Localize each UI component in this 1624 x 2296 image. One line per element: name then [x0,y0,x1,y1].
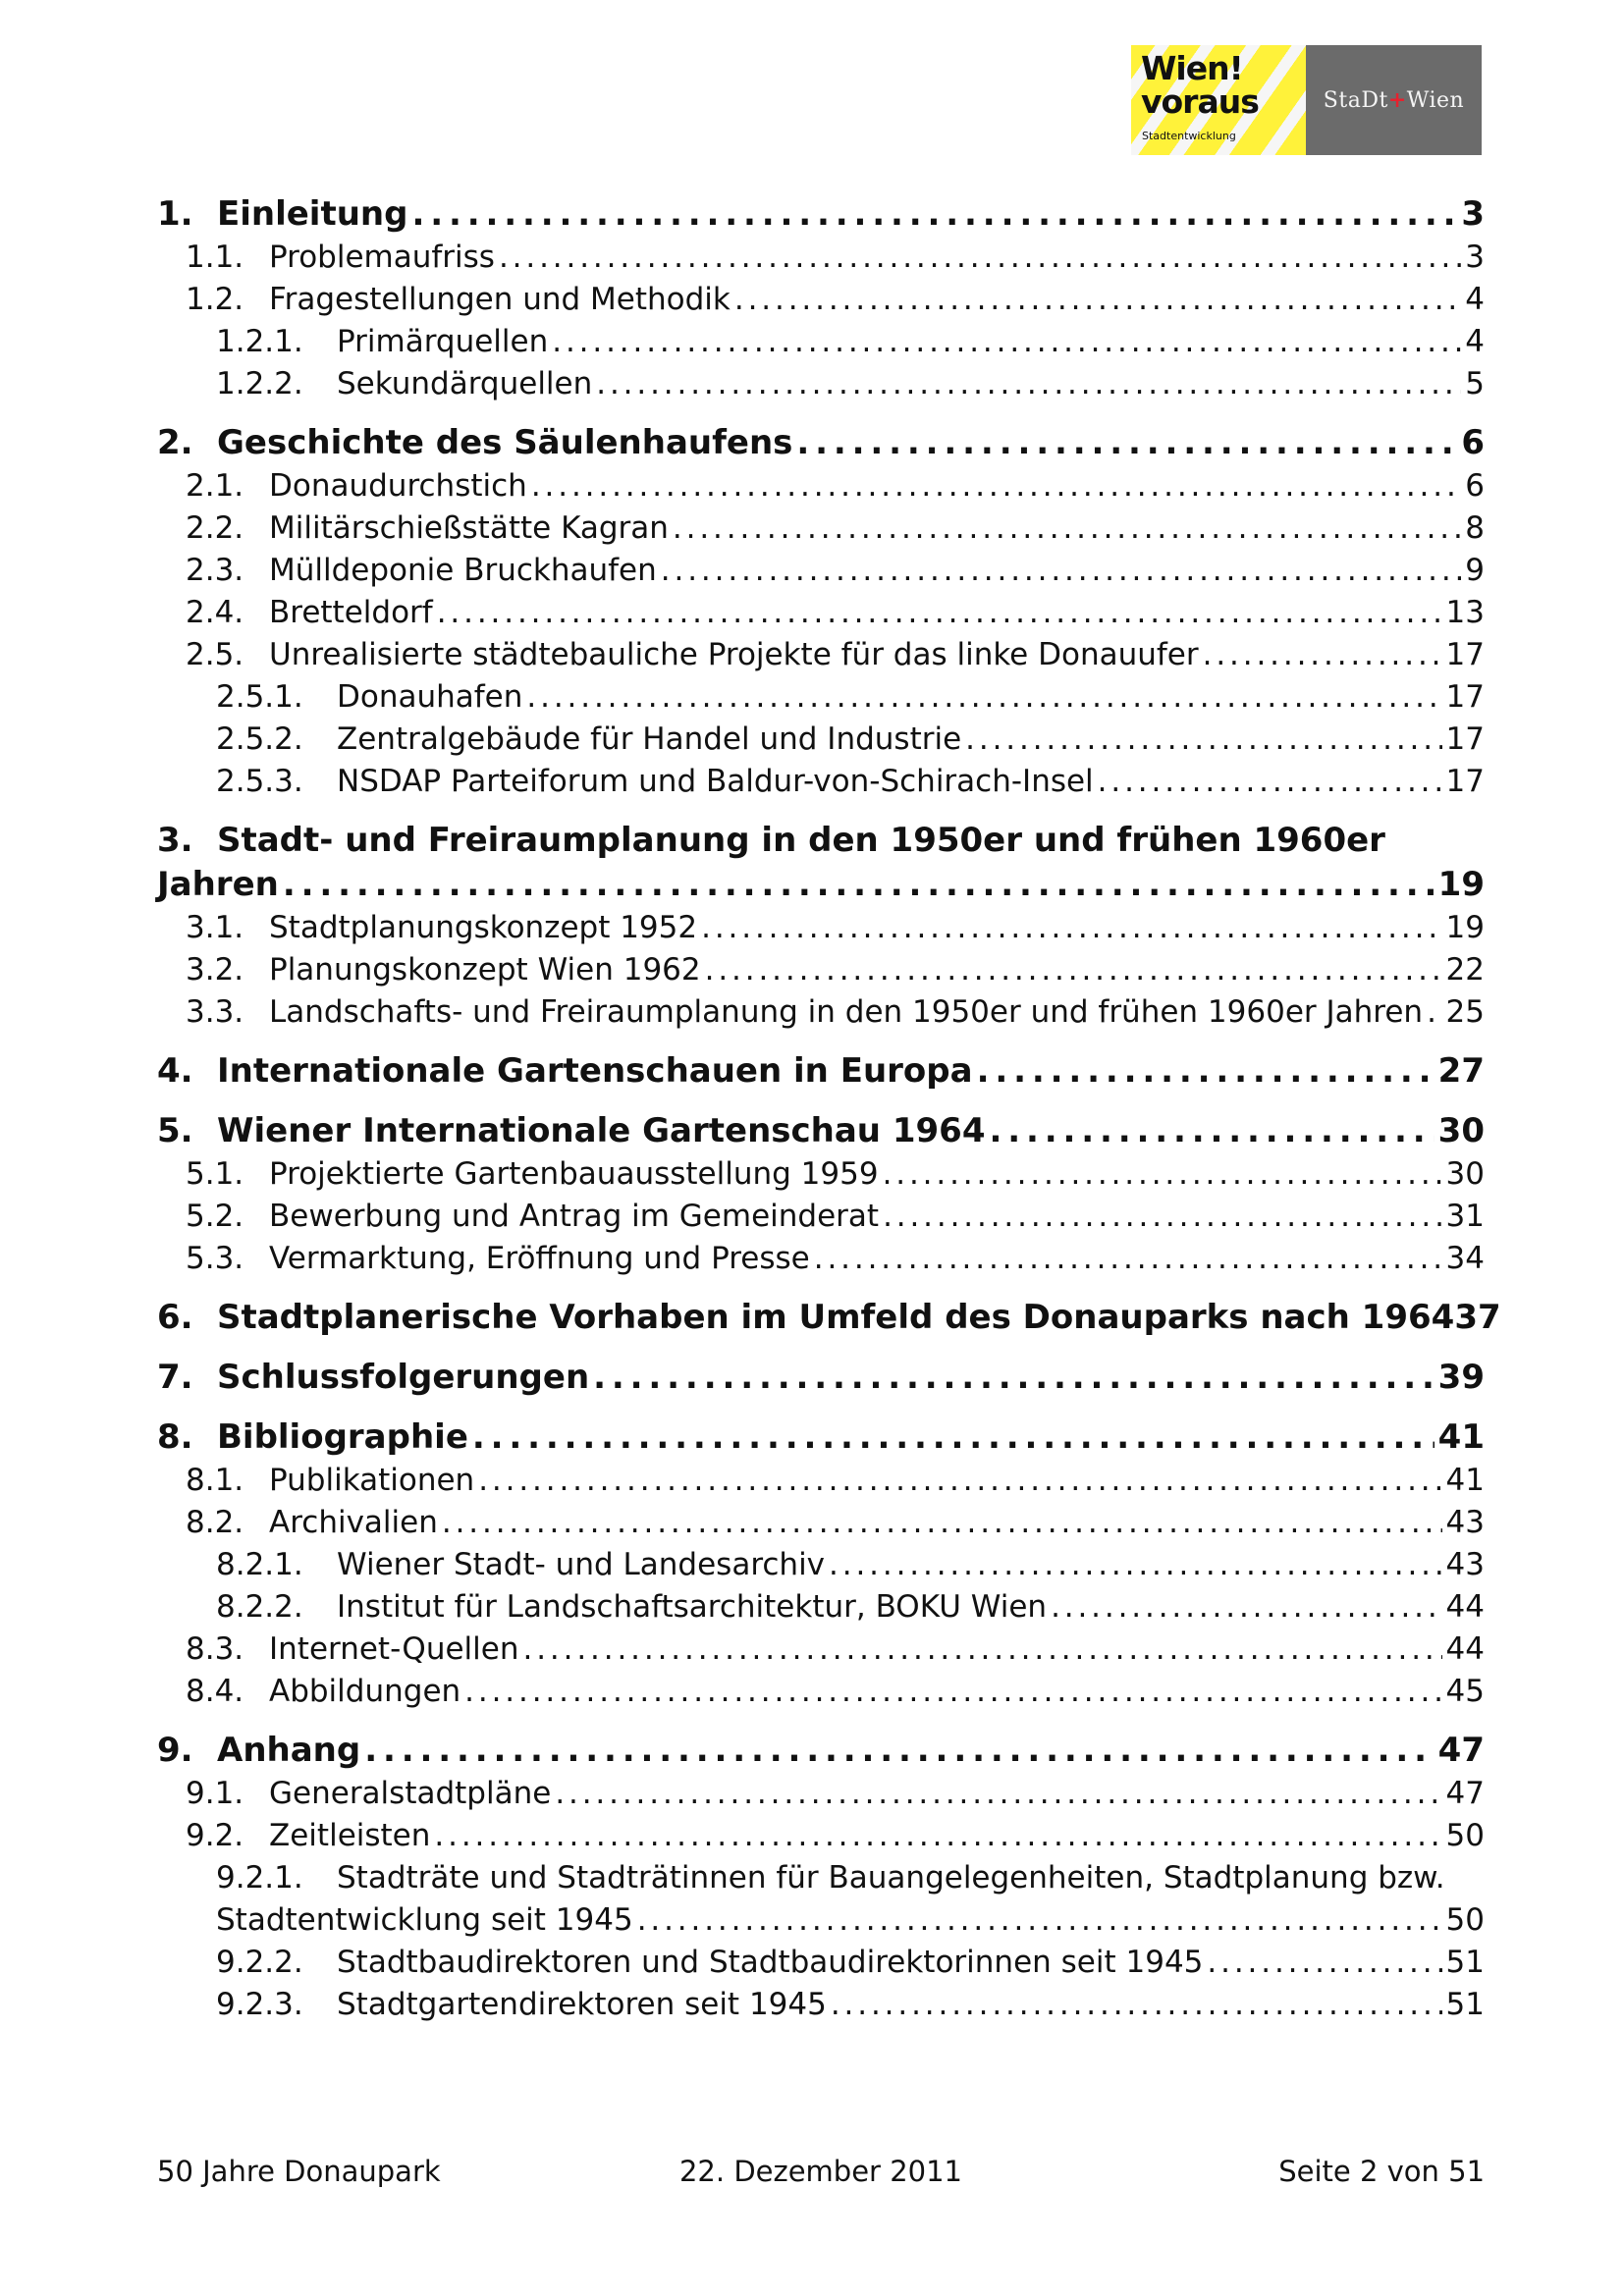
toc-title: Publikationen [269,1463,475,1498]
toc-number: 5.2. [186,1199,244,1234]
toc-leader [364,1729,1434,1773]
toc-chapter-8[interactable] [157,1415,1485,1460]
toc-leader [464,1671,1441,1713]
toc-leader [442,1502,1442,1544]
toc-leader [705,949,1442,991]
toc-title: Stadtplanerische Vorhaben im Umfeld des Donauparks nach 1964 [217,1298,1455,1337]
toc-section-3-2[interactable] [157,949,1485,991]
toc-title-line1: Stadt- und Freiraumplanung in den 1950er und frühen 1960er [217,821,1385,860]
toc-title: Archivalien [269,1505,438,1540]
toc-page: 41 [1445,1463,1485,1498]
toc-chapter-2[interactable] [157,421,1485,465]
toc-page: 3 [1461,194,1485,234]
toc-section-9-1[interactable] [157,1773,1485,1815]
toc-page: 17 [1445,679,1485,715]
toc-number: 2. [157,423,193,462]
stadt-logo-text-2: Wien [1406,87,1465,113]
toc-page: 39 [1437,1358,1485,1397]
toc-title: Einleitung [217,194,408,234]
toc-leader [593,1356,1435,1400]
toc-page: 6 [1461,423,1485,462]
toc-number: 3.1. [186,910,244,945]
toc-title: Abbildungen [269,1674,461,1709]
wien-logo-line2: voraus [1141,82,1259,121]
toc-title-line1: Stadträte und Stadträtinnen für Bauangelegenheiten, Stadtplanung bzw. [337,1860,1445,1896]
toc-title: Vermarktung, Eröffnung und Presse [269,1241,810,1276]
toc-leader [411,192,1457,237]
toc-leader [478,1460,1441,1502]
toc-page: 43 [1445,1505,1485,1540]
toc-page: 17 [1445,721,1485,757]
toc-number: 8.4. [186,1674,244,1709]
toc-page: 13 [1445,595,1485,630]
toc-leader [1427,991,1441,1034]
toc-subsection-2-5-2[interactable] [157,719,1485,761]
toc-number: 5.3. [186,1241,244,1276]
toc-title: Militärschießstätte Kagran [269,510,669,546]
toc-leader [883,1153,1442,1196]
toc-section-3-1[interactable] [157,907,1485,949]
toc-page: 51 [1445,1987,1485,2022]
toc-section-2-4[interactable] [157,592,1485,634]
toc-title: Unrealisierte städtebauliche Projekte für das linke Donauufer [269,637,1199,672]
toc-number: 7. [157,1358,193,1397]
toc-title: Internationale Gartenschauen in Europa [217,1051,973,1091]
toc-title: Stadtbaudirektoren und Stadtbaudirektorinnen seit 1945 [337,1945,1204,1980]
toc-leader [814,1238,1442,1280]
toc-section-8-4[interactable] [157,1671,1485,1713]
toc-chapter-7[interactable] [157,1356,1485,1400]
toc-subsection-9-2-2[interactable] [157,1942,1485,1984]
toc-title: Problemaufriss [269,240,495,275]
toc-number: 8.2.1. [216,1547,303,1582]
toc-page: 51 [1445,1945,1485,1980]
toc-section-2-5[interactable] [157,634,1485,676]
toc-number: 8.3. [186,1631,244,1667]
table-of-contents [157,185,1501,2026]
toc-page: 25 [1445,994,1485,1030]
toc-page: 19 [1437,865,1485,904]
toc-page: 44 [1445,1589,1485,1625]
toc-chapter-3[interactable] [157,819,1485,907]
toc-number: 3.2. [186,952,244,988]
toc-leader [552,321,1461,363]
toc-leader [883,1196,1441,1238]
toc-page: 22 [1445,952,1485,988]
toc-subsection-9-2-1[interactable] [157,1857,1485,1942]
toc-page: 6 [1465,468,1485,504]
toc-number: 5. [157,1111,193,1150]
toc-number: 2.5.1. [216,679,303,715]
toc-number: 2.5.2. [216,721,303,757]
toc-page: 50 [1445,1818,1485,1853]
toc-leader [434,1815,1441,1857]
toc-section-8-2[interactable] [157,1502,1485,1544]
stadt-logo-text-1: StaDt [1323,87,1388,113]
toc-title: Landschafts- und Freiraumplanung in den 1950er und frühen 1960er Jahren [269,994,1424,1030]
toc-leader [1051,1586,1441,1629]
toc-chapter-9[interactable] [157,1729,1485,1773]
toc-title: Donauhafen [337,679,523,715]
toc-page: 41 [1437,1417,1485,1457]
toc-page: 9 [1465,553,1485,588]
toc-leader [829,1544,1442,1586]
toc-number: 9.2.1. [216,1860,303,1896]
toc-title: Projektierte Gartenbauausstellung 1959 [269,1156,879,1192]
toc-number: 8.2. [186,1505,244,1540]
toc-title: Schlussfolgerungen [217,1358,590,1397]
toc-title: Stadtgartendirektoren seit 1945 [337,1987,827,2022]
toc-number: 8.1. [186,1463,244,1498]
toc-section-1-1[interactable] [157,237,1485,279]
toc-leader [1203,634,1442,676]
toc-title: Donaudurchstich [269,468,527,504]
toc-subsection-2-5-3[interactable] [157,761,1485,803]
toc-title-line2: Stadtentwicklung seit 1945 [216,1902,633,1938]
toc-number: 1.1. [186,240,244,275]
toc-number: 3.3. [186,994,244,1030]
toc-chapter-1[interactable] [157,192,1485,237]
footer-document-title: 50 Jahre Donaupark [157,2155,441,2188]
toc-page: 50 [1445,1902,1485,1938]
toc-leader [499,237,1461,279]
toc-page: 4 [1465,324,1485,359]
toc-number: 9.1. [186,1776,244,1811]
toc-title: Institut für Landschaftsarchitektur, BOKU Wien [337,1589,1048,1625]
stadt-wien-logo [1306,45,1482,155]
toc-leader [989,1109,1434,1153]
toc-page: 17 [1445,764,1485,799]
toc-page: 3 [1465,240,1485,275]
toc-page: 45 [1445,1674,1485,1709]
stadt-logo-cross: + [1387,87,1407,113]
header-logos [1131,45,1482,155]
wien-logo-subtitle: Stadtentwicklung [1142,130,1236,142]
toc-title: Planungskonzept Wien 1962 [269,952,701,988]
toc-number: 2.3. [186,553,244,588]
toc-chapter-5[interactable] [157,1109,1485,1153]
toc-number: 9.2.3. [216,1987,303,2022]
toc-number: 2.5. [186,637,244,672]
toc-section-3-3[interactable] [157,991,1485,1034]
toc-subsection-1-2-1[interactable] [157,321,1485,363]
toc-number: 8.2.2. [216,1589,303,1625]
toc-page: 47 [1437,1731,1485,1770]
toc-leader [701,907,1441,949]
toc-title: Stadtplanungskonzept 1952 [269,910,698,945]
toc-number: 1. [157,194,193,234]
toc-title: Wiener Internationale Gartenschau 1964 [217,1111,986,1150]
toc-chapter-6[interactable] [157,1296,1501,1340]
toc-title: Internet-Quellen [269,1631,519,1667]
toc-leader [472,1415,1435,1460]
toc-page: 5 [1465,366,1485,401]
toc-page: 30 [1445,1156,1485,1192]
wien-logo-line1: Wien! [1141,49,1243,87]
toc-leader [673,507,1461,550]
toc-page: 31 [1445,1199,1485,1234]
toc-section-8-1[interactable] [157,1460,1485,1502]
toc-page: 27 [1437,1051,1485,1091]
toc-number: 2.4. [186,595,244,630]
toc-leader [283,863,1435,907]
toc-number: 2.5.3. [216,764,303,799]
toc-title: Bretteldorf [269,595,433,630]
toc-page: 17 [1445,637,1485,672]
toc-title: Anhang [217,1731,361,1770]
toc-leader [965,719,1441,761]
toc-title: Zeitleisten [269,1818,431,1853]
toc-chapter-4[interactable] [157,1049,1485,1094]
toc-title: Generalstadtpläne [269,1776,552,1811]
toc-page: 4 [1465,282,1485,317]
toc-number: 1.2. [186,282,244,317]
toc-section-1-2[interactable] [157,279,1485,321]
toc-number: 4. [157,1051,193,1091]
toc-number: 2.2. [186,510,244,546]
toc-subsection-1-2-2[interactable] [157,363,1485,405]
toc-number: 1.2.1. [216,324,303,359]
toc-leader [734,279,1461,321]
toc-title: Wiener Stadt- und Landesarchiv [337,1547,826,1582]
toc-number: 6. [157,1298,193,1337]
toc-page: 43 [1445,1547,1485,1582]
toc-number: 9.2. [186,1818,244,1853]
toc-title: Bewerbung und Antrag im Gemeinderat [269,1199,880,1234]
toc-subsection-2-5-1[interactable] [157,676,1485,719]
toc-subsection-8-2-2[interactable] [157,1586,1485,1629]
toc-section-2-1[interactable] [157,465,1485,507]
toc-section-2-3[interactable] [157,550,1485,592]
toc-number: 9.2.2. [216,1945,303,1980]
toc-leader [661,550,1461,592]
toc-title: Bibliographie [217,1417,468,1457]
toc-leader [531,465,1461,507]
toc-page: 30 [1437,1111,1485,1150]
toc-title: Mülldeponie Bruckhaufen [269,553,657,588]
toc-number: 9. [157,1731,193,1770]
toc-page: 34 [1445,1241,1485,1276]
toc-page: 37 [1454,1298,1501,1337]
toc-number: 5.1. [186,1156,244,1192]
toc-section-5-1[interactable] [157,1153,1485,1196]
toc-leader [796,421,1457,465]
toc-section-9-2[interactable] [157,1815,1485,1857]
toc-page: 8 [1465,510,1485,546]
page-footer [157,2154,1485,2189]
toc-leader [555,1773,1441,1815]
toc-section-8-3[interactable] [157,1629,1485,1671]
toc-leader [596,363,1461,405]
toc-title-line2: Jahren [157,865,279,904]
toc-section-5-3[interactable] [157,1238,1485,1280]
toc-title: Geschichte des Säulenhaufens [217,423,793,462]
toc-leader [1207,1942,1441,1984]
toc-leader [522,1629,1441,1671]
toc-leader [637,1899,1442,1942]
toc-number: 8. [157,1417,193,1457]
wien-voraus-logo [1131,45,1306,155]
toc-subsection-8-2-1[interactable] [157,1544,1485,1586]
toc-section-2-2[interactable] [157,507,1485,550]
toc-title: NSDAP Parteiforum und Baldur-von-Schirach-Insel [337,764,1094,799]
toc-title: Sekundärquellen [337,366,593,401]
toc-page: 47 [1445,1776,1485,1811]
toc-leader [1098,761,1442,803]
toc-section-5-2[interactable] [157,1196,1485,1238]
toc-leader [526,676,1441,719]
toc-number: 2.1. [186,468,244,504]
toc-title: Primärquellen [337,324,549,359]
toc-leader [977,1049,1435,1094]
toc-subsection-9-2-3[interactable] [157,1984,1485,2026]
toc-leader [831,1984,1442,2026]
toc-title: Zentralgebäude für Handel und Industrie [337,721,962,757]
toc-number: 3. [157,821,193,860]
footer-date: 22. Dezember 2011 [678,2155,963,2188]
toc-number: 1.2.2. [216,366,303,401]
toc-leader [437,592,1442,634]
toc-page: 44 [1445,1631,1485,1667]
toc-title: Fragestellungen und Methodik [269,282,731,317]
footer-page-number: Seite 2 von 51 [1278,2155,1486,2188]
toc-page: 19 [1445,910,1485,945]
